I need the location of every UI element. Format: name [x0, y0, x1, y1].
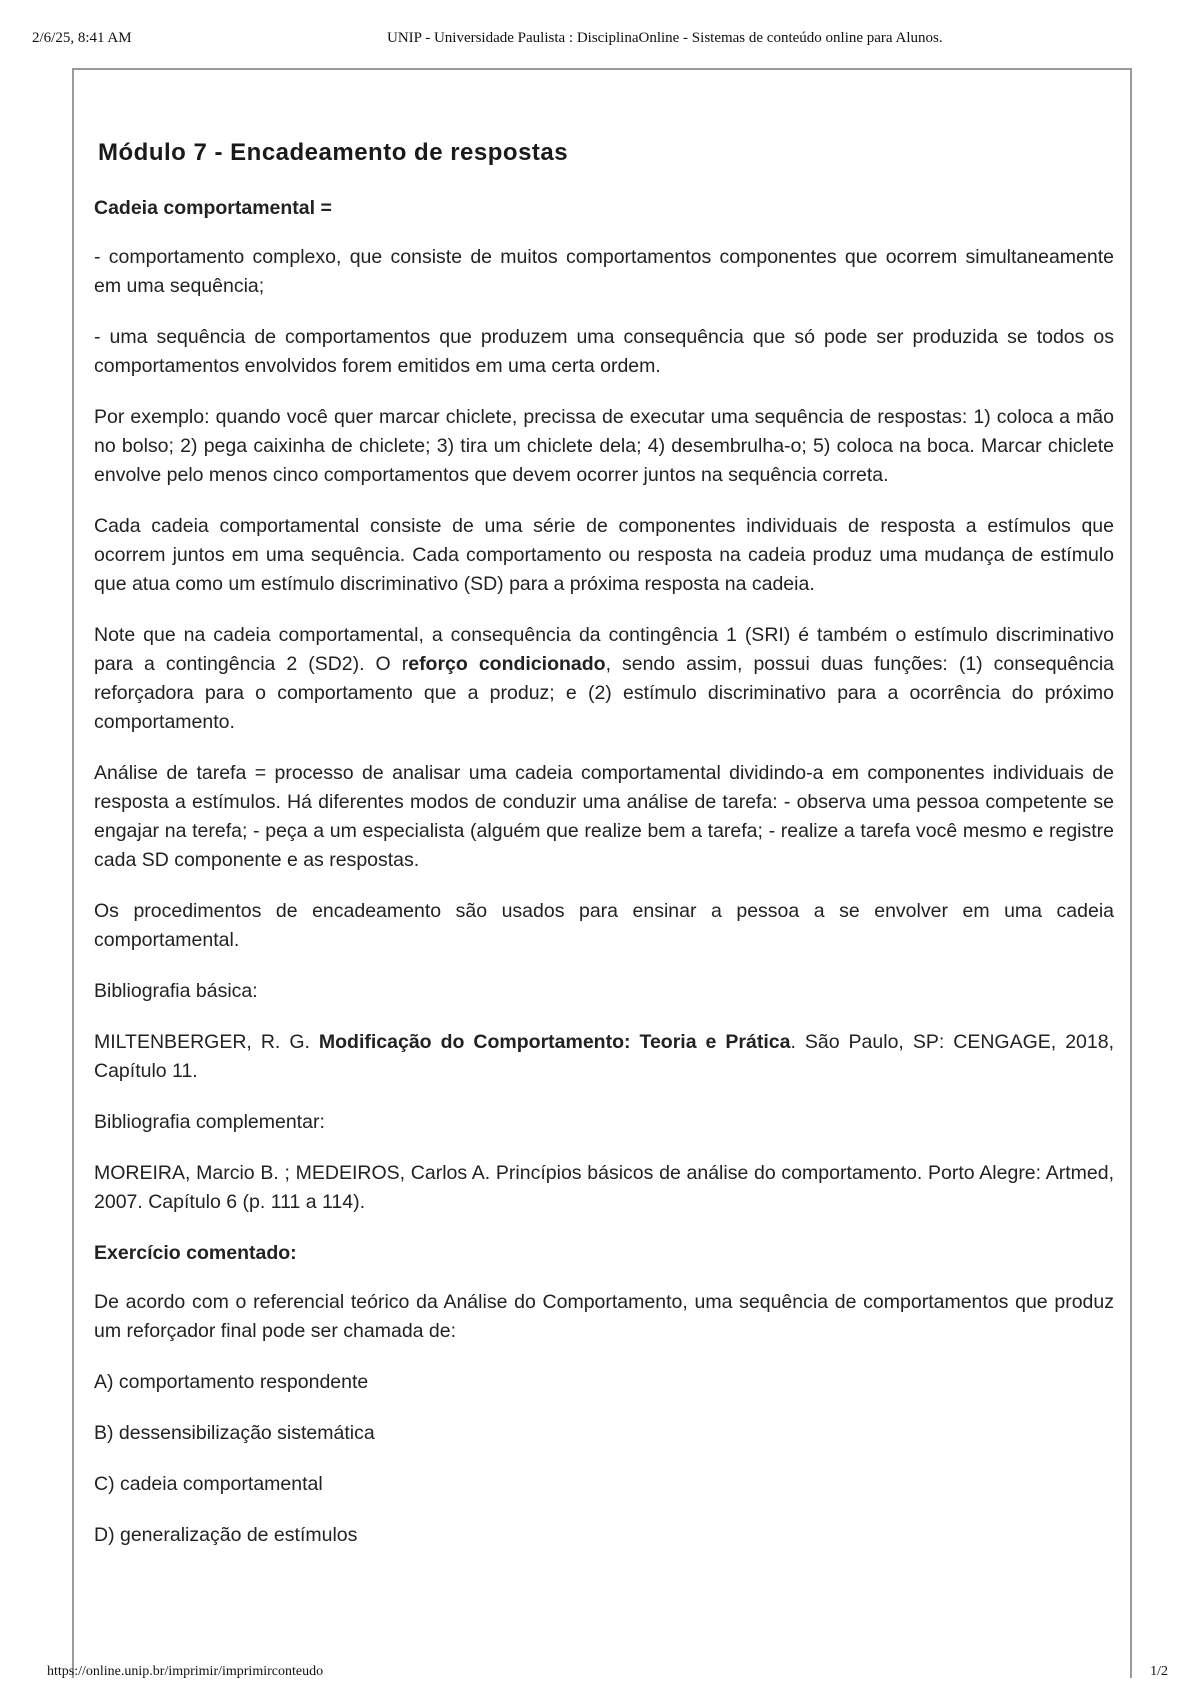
exercise-option-d: D) generalização de estímulos [94, 1524, 358, 1546]
exercise-option-b: B) dessensibilização sistemática [94, 1422, 375, 1444]
section-subheading: Cadeia comportamental = [94, 197, 332, 219]
chaining-procedures-paragraph: Os procedimentos de encadeamento são usados para ensinar a pessoa a se envolver em uma cadeia comportamental. [94, 900, 1114, 951]
complementary-bibliography-reference: MOREIRA, Marcio B. ; MEDEIROS, Carlos A. Princípios básicos de análise do comportamento. Porto Alegre: Artmed, 2007. Capítulo 6 (p. 111 a 114). [94, 1162, 1114, 1213]
print-datetime: 2/6/25, 8:41 AM [32, 30, 132, 46]
basic-bibliography-label: Bibliografia básica: [94, 980, 258, 1002]
print-page-title: UNIP - Universidade Paulista : DisciplinaOnline - Sistemas de conteúdo online para Alunos. [387, 30, 943, 46]
basic-ref-publisher: . São Paulo, SP: CENGAGE, 2018, Capítulo 11. [94, 1031, 1114, 1082]
print-url: https://online.unip.br/imprimir/imprimirconteudo [47, 1664, 324, 1679]
complementary-bibliography-label: Bibliografia complementar: [94, 1111, 325, 1133]
note-text-start: Note que na cadeia comportamental, a consequência da contingência 1 (SRI) é também o estímulo discriminativo para a contingência 2 (SD2). O r [94, 624, 1114, 675]
exercise-question: De acordo com o referencial teórico da Análise do Comportamento, uma sequência de comportamentos que produz um reforçador final pode ser chamada de: [94, 1291, 1114, 1342]
basic-ref-title: Modificação do Comportamento: Teoria e Prática [318, 1031, 791, 1053]
note-text-end: , sendo assim, possui duas funções: (1) consequência reforçadora para o comportamento que a produz; e (2) estímulo discriminativo para a ocorrência do próximo comportamento. [94, 653, 1115, 733]
print-page-number: 1/2 [1150, 1664, 1168, 1679]
print-header [32, 30, 1168, 50]
exercise-heading: Exercício comentado: [94, 1242, 297, 1264]
module-content [94, 130, 1114, 1572]
print-footer [32, 1664, 1168, 1684]
module-title: Módulo 7 - Encadeamento de respostas [98, 139, 569, 166]
definition-paragraph-2: - uma sequência de comportamentos que produzem uma consequência que só pode ser produzida se todos os comportamentos envolvidos forem emitidos em uma certa ordem. [94, 326, 1114, 377]
task-analysis-paragraph: Análise de tarefa = processo de analisar uma cadeia comportamental dividindo-a em componentes individuais de resposta a estímulos. Há diferentes modos de conduzir uma análise de tarefa: - observa uma pessoa competente se engajar na terefa; - peça a um especialista (alguém que realize bem a tarefa; - realize a tarefa você mesmo e registre cada SD componente e as respostas. [94, 762, 1114, 871]
exercise-option-a: A) comportamento respondente [94, 1371, 369, 1393]
chain-components-paragraph: Cada cadeia comportamental consiste de uma série de componentes individuais de resposta a estímulos que ocorrem juntos em uma sequência. Cada comportamento ou resposta na cadeia produz uma mudança de estímulo que atua como um estímulo discriminativo (SD) para a próxima resposta na cadeia. [94, 515, 1114, 595]
definition-paragraph-1: - comportamento complexo, que consiste de muitos comportamentos componentes que ocorrem simultaneamente em uma sequência; [94, 246, 1114, 297]
example-paragraph: Por exemplo: quando você quer marcar chiclete, precissa de executar uma sequência de respostas: 1) coloca a mão no bolso; 2) pega caixinha de chiclete; 3) tira um chiclete dela; 4) desembrulha-o; 5) coloca na boca. Marcar chiclete envolve pelo menos cinco comportamentos que devem ocorrer juntos na sequência correta. [94, 406, 1114, 486]
note-bold-term: eforço condicionado [408, 653, 606, 675]
basic-bibliography-reference [94, 1028, 1114, 1086]
exercise-option-c: C) cadeia comportamental [94, 1473, 323, 1495]
basic-ref-author: MILTENBERGER, R. G. [94, 1031, 319, 1053]
note-paragraph [94, 621, 1114, 737]
